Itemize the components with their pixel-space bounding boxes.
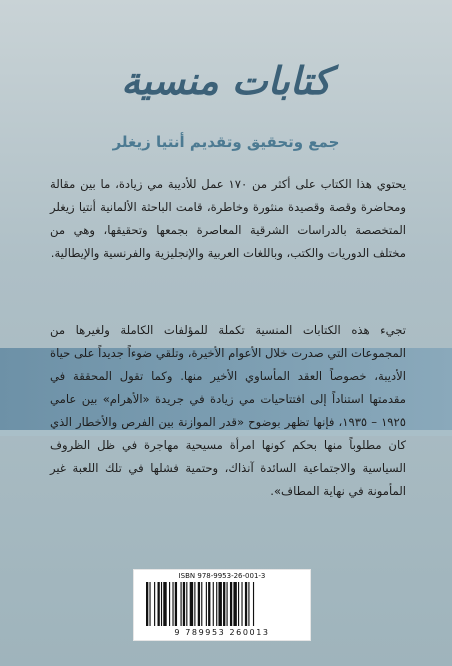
isbn-text: ISBN 978-9953-26-001-3 <box>178 572 266 580</box>
book-subtitle: جمع وتحقيق وتقديم أنتيا زيغلر <box>112 133 340 151</box>
description-paragraph-1: يحتوي هذا الكتاب على أكثر من ١٧٠ عمل للأديبة مي زيادة، ما بين مقالة ومحاضرة وقصة وقصيدة منثورة وخاطرة، قامت الباحثة الألمانية أنتيا زيغلر المتخصصة بالدراسات الشرقية المعاصرة بجمعها وتحقيقها، وهي من مختلف الدوريات والكتب، وباللغات العربية والإنجليزية والفرنسية والإيطالية. <box>50 177 406 260</box>
description-paragraph-2: تجيء هذه الكتابات المنسية تكملة للمؤلفات الكاملة ولغيرها من المجموعات التي صدرت خلال الأعوام الأخيرة، وتلقي ضوءاً جديداً على حياة الأديبة، خصوصاً العقد المأساوي الأخير منها. وكما تقول المحققة في مقدمتها استناداً إلى افتتاحيات مي زيادة في جريدة «الأهرام» بين عامي ١٩٢٥ – ١٩٣٥، فإنها تظهر بوضوح «قدر الموازنة بين الفرص والأخطار الذي كان مطلوباً منها بحكم كونها امرأة مسيحية مهاجرة في ظل الظروف السياسية والاجتماعية السائدة آنذاك، وحتمية فشلها في تلك اللعبة غير المأمونة في نهاية المطاف». <box>50 323 406 498</box>
barcode-icon <box>144 582 300 626</box>
barcode-label <box>133 569 311 641</box>
book-title: كتابات منسية <box>121 58 331 103</box>
barcode-number: 9 789953 260013 <box>174 628 270 637</box>
